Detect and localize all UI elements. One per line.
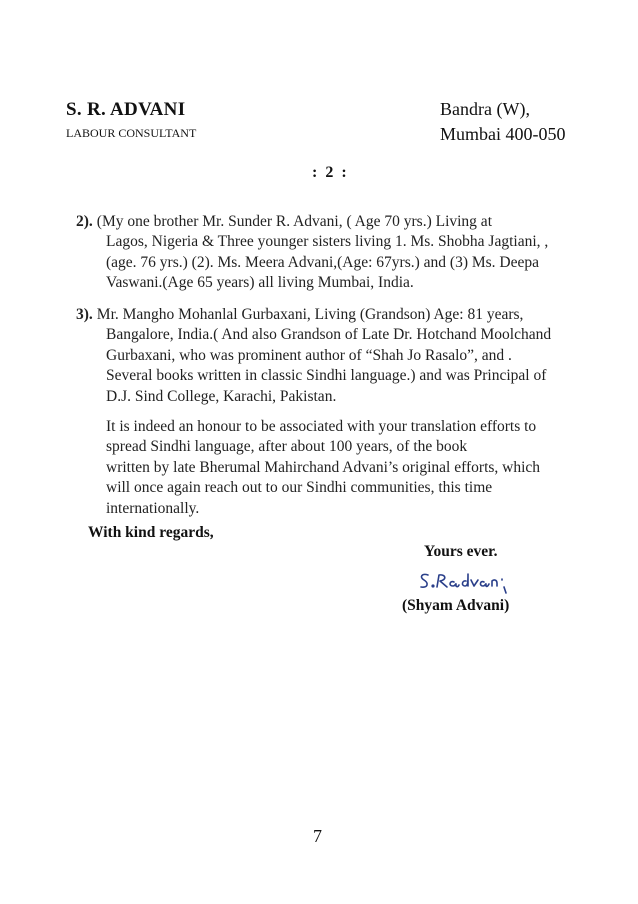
- signatory-name: (Shyam Advani): [402, 597, 510, 614]
- paragraph-4-line: internationally.: [106, 499, 200, 517]
- closing-regards: With kind regards,: [88, 524, 214, 541]
- address-line-1: Bandra (W),: [440, 99, 530, 119]
- paragraph-2-line: Lagos, Nigeria & Three younger sisters living 1. Ms. Shobha Jagtiani, ,: [106, 233, 549, 251]
- paragraph-2-number: 2).: [76, 213, 93, 230]
- paragraph-2-line: (age. 76 yrs.) (2). Ms. Meera Advani,(Age: 67yrs.) and (3) Ms. Deepa: [106, 253, 540, 271]
- paragraph-4: [106, 417, 596, 519]
- closing-yours: Yours ever.: [424, 543, 498, 560]
- letterhead-name: S. R. ADVANI: [66, 99, 186, 120]
- paragraph-3: [76, 305, 586, 407]
- paragraph-3-line: D.J. Sind College, Karachi, Pakistan.: [106, 387, 337, 405]
- paragraph-2-line: Vaswani.(Age 65 years) all living Mumbai, India.: [106, 274, 414, 292]
- paragraph-3-line: Gurbaxani, who was prominent author of “Shah Jo Rasalo”, and .: [106, 346, 512, 364]
- handwritten-signature: [416, 566, 516, 596]
- paragraph-4-line: will once again reach out to our Sindhi communities, this time: [106, 479, 493, 497]
- page-reference: : 2 :: [312, 164, 349, 181]
- paragraph-3-line: Bangalore, India.( And also Grandson of Late Dr. Hotchand Moolchand: [106, 326, 552, 344]
- paragraph-3-line: Several books written in classic Sindhi language.) and was Principal of: [106, 367, 547, 385]
- paragraph-2: [76, 212, 586, 294]
- letterhead-title: LABOUR CONSULTANT: [66, 126, 197, 140]
- paragraph-3-line: Mr. Mangho Mohanlal Gurbaxani, Living (Grandson) Age: 81 years,: [96, 306, 524, 323]
- page-number: 7: [313, 826, 322, 846]
- address-line-2: Mumbai 400-050: [440, 124, 566, 144]
- paragraph-4-line: spread Sindhi language, after about 100 years, of the book: [106, 438, 468, 456]
- paragraph-4-line: It is indeed an honour to be associated with your translation efforts to: [106, 418, 537, 435]
- paragraph-3-number: 3).: [76, 306, 93, 323]
- paragraph-2-line: (My one brother Mr. Sunder R. Advani, ( Age 70 yrs.) Living at: [96, 213, 492, 230]
- paragraph-4-line: written by late Bherumal Mahirchand Advani’s original efforts, which: [106, 458, 541, 476]
